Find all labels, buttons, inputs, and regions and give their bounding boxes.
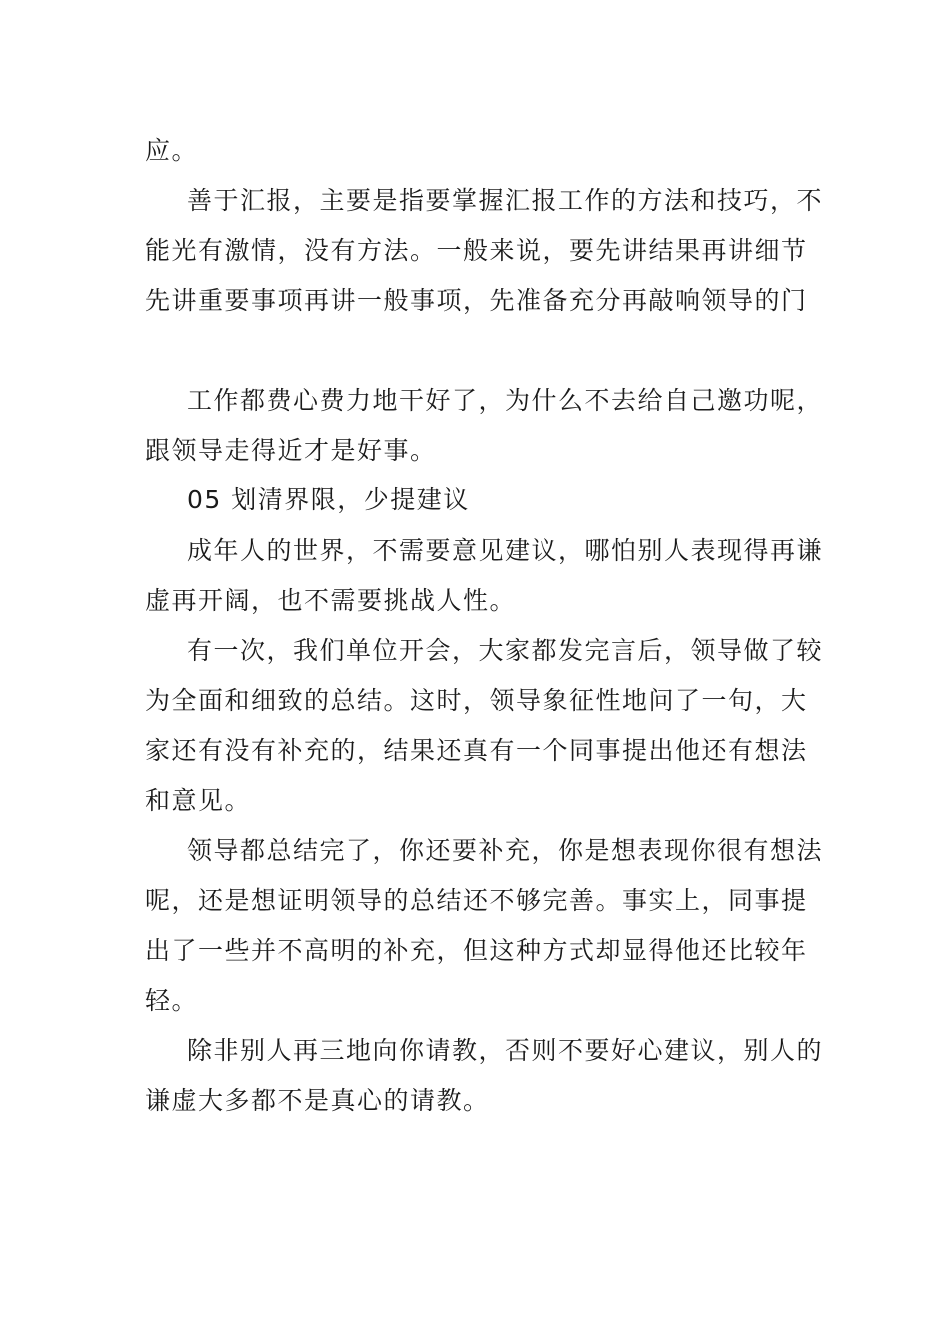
paragraph-first-line: 成年人的世界，不需要意见建议，哪怕别人表现得再谦: [187, 536, 824, 565]
text-line: 应。: [145, 136, 199, 165]
paragraph-first-line: 有一次，我们单位开会，大家都发完言后，领导做了较: [187, 636, 824, 665]
text-line: 谦虚大多都不是真心的请教。: [145, 1086, 490, 1115]
text-line: 虚再开阔，也不需要挑战人性。: [145, 586, 517, 615]
text-line: 轻。: [145, 986, 199, 1015]
paragraph-first-line: 领导都总结完了，你还要补充，你是想表现你很有想法: [187, 836, 824, 865]
section-heading: 05 划清界限，少提建议: [187, 485, 470, 514]
paragraph-first-line: 善于汇报，主要是指要掌握汇报工作的方法和技巧，不: [187, 186, 824, 215]
text-line: 家还有没有补充的，结果还真有一个同事提出他还有想法: [145, 736, 808, 765]
text-line: 为全面和细致的总结。这时，领导象征性地问了一句，大: [145, 686, 808, 715]
text-line: 呢，还是想证明领导的总结还不够完善。事实上，同事提: [145, 886, 808, 915]
paragraph-first-line: 除非别人再三地向你请教，否则不要好心建议，别人的: [187, 1036, 824, 1065]
text-line: 和意见。: [145, 786, 252, 815]
text-line: 跟领导走得近才是好事。: [145, 436, 437, 465]
text-line: 先讲重要事项再讲一般事项，先准备充分再敲响领导的门: [145, 286, 808, 315]
text-line: 出了一些并不高明的补充，但这种方式却显得他还比较年: [145, 936, 808, 965]
paragraph-first-line: 工作都费心费力地干好了，为什么不去给自己邀功呢，: [187, 386, 824, 415]
text-line: 能光有激情，没有方法。一般来说，要先讲结果再讲细节: [145, 236, 808, 265]
